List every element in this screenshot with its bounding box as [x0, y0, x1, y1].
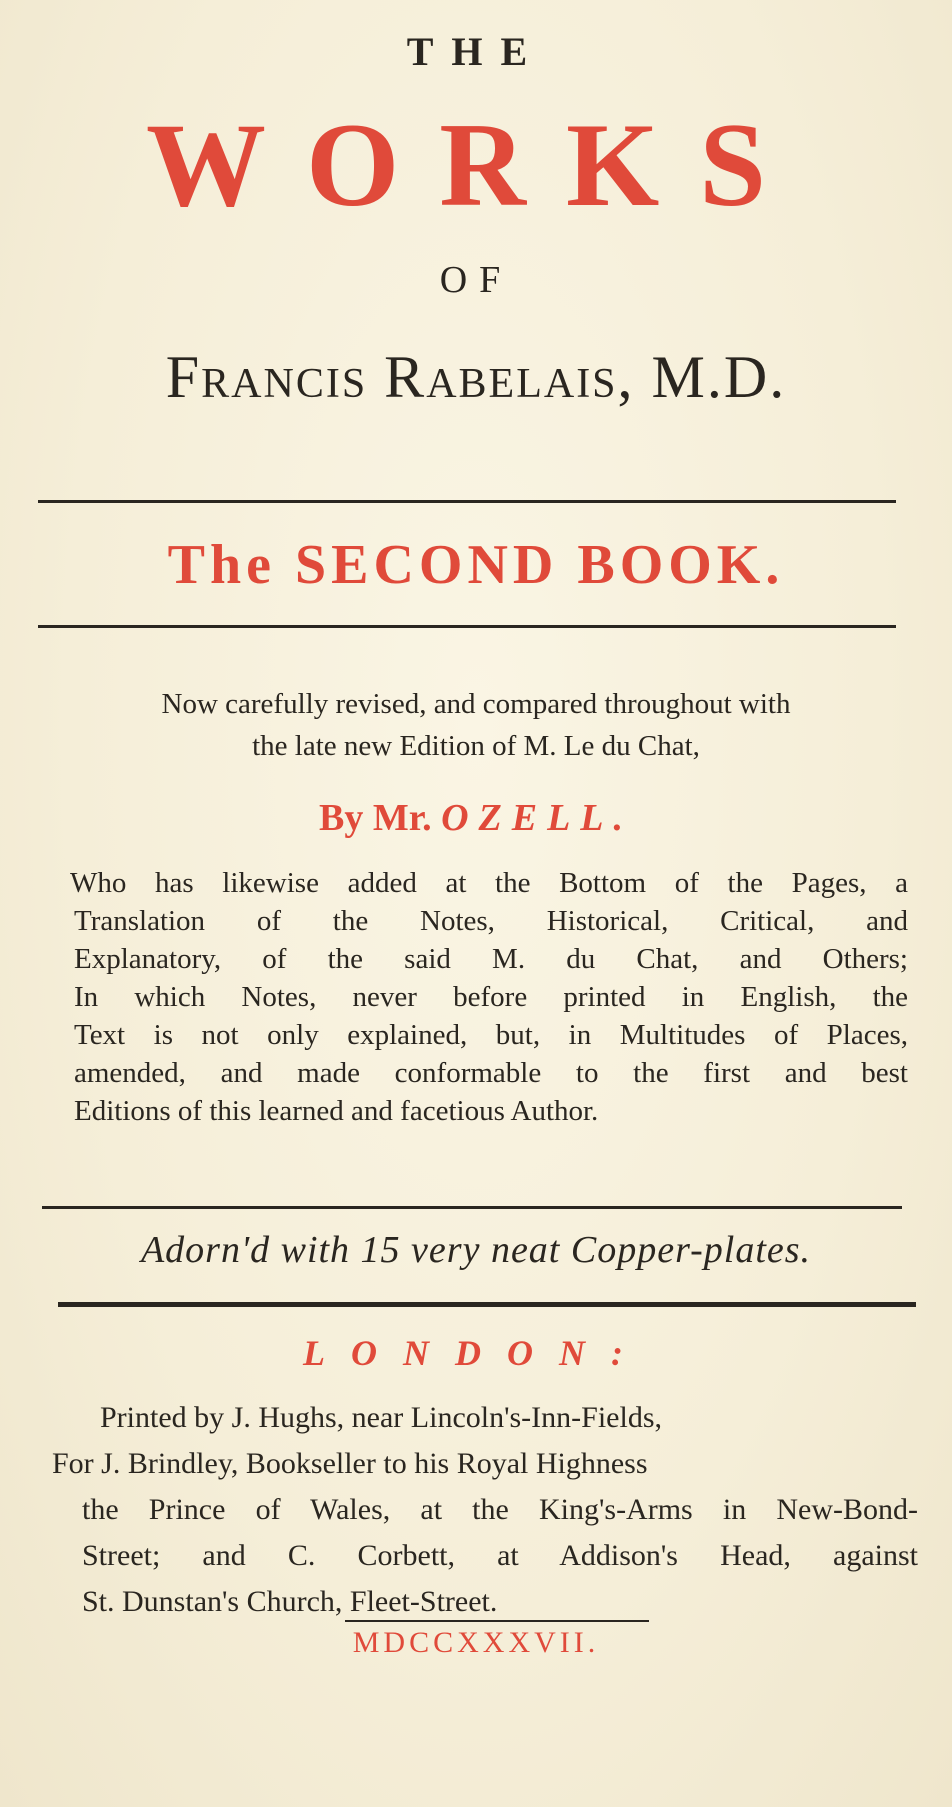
heading-of: OF	[439, 259, 513, 301]
publication-year: MDCCXXXVII.	[352, 1626, 600, 1659]
rule-top	[38, 500, 896, 503]
heading-the: THE	[406, 29, 546, 74]
paragraph-line: Editions of this learned and facetious Author.	[74, 1095, 599, 1127]
rule-above-year	[345, 1620, 649, 1622]
paragraph-line: Who has likewise added at the Bottom of the Pages, a	[70, 867, 908, 899]
imprint-line: Street; and C. Corbett, at Addison's Head, against	[82, 1539, 918, 1572]
imprint-line: For J. Brindley, Bookseller to his Royal Highness	[52, 1447, 648, 1480]
rule-below-adorned	[58, 1302, 916, 1307]
author-name: Francis Rabelais, M.D.	[165, 344, 787, 410]
byline	[0, 796, 952, 840]
paragraph-line: Translation of the Notes, Historical, Critical, and	[74, 905, 908, 937]
rule-below-book	[38, 625, 896, 628]
paragraph-line: Text is not only explained, but, in Multitudes of Places,	[74, 1019, 908, 1051]
imprint-line: the Prince of Wales, at the King's-Arms in New-Bond-	[82, 1493, 918, 1526]
byline-prefix: By Mr.	[318, 797, 432, 839]
imprint-line: St. Dunstan's Church, Fleet-Street.	[82, 1585, 498, 1618]
revised-line-2: the late new Edition of M. Le du Chat,	[252, 730, 700, 762]
plates-note: Adorn'd with 15 very neat Copper-plates.	[140, 1229, 812, 1271]
description-paragraph	[70, 864, 908, 1130]
heading-works: WORKS	[145, 98, 807, 231]
paragraph-line: amended, and made conformable to the first and best	[74, 1057, 908, 1089]
book-title: The SECOND BOOK.	[167, 534, 785, 596]
rule-above-adorned	[42, 1206, 902, 1209]
paragraph-line: In which Notes, never before printed in English, the	[74, 981, 908, 1013]
translator-name: OZELL.	[441, 797, 634, 839]
revised-line-1: Now carefully revised, and compared throughout with	[161, 688, 791, 720]
imprint-city: LONDON:	[303, 1333, 649, 1373]
paragraph-line: Explanatory, of the said M. du Chat, and Others;	[74, 943, 908, 975]
imprint-block	[52, 1395, 918, 1625]
imprint-line: Printed by J. Hughs, near Lincoln's-Inn-Fields,	[100, 1401, 663, 1434]
